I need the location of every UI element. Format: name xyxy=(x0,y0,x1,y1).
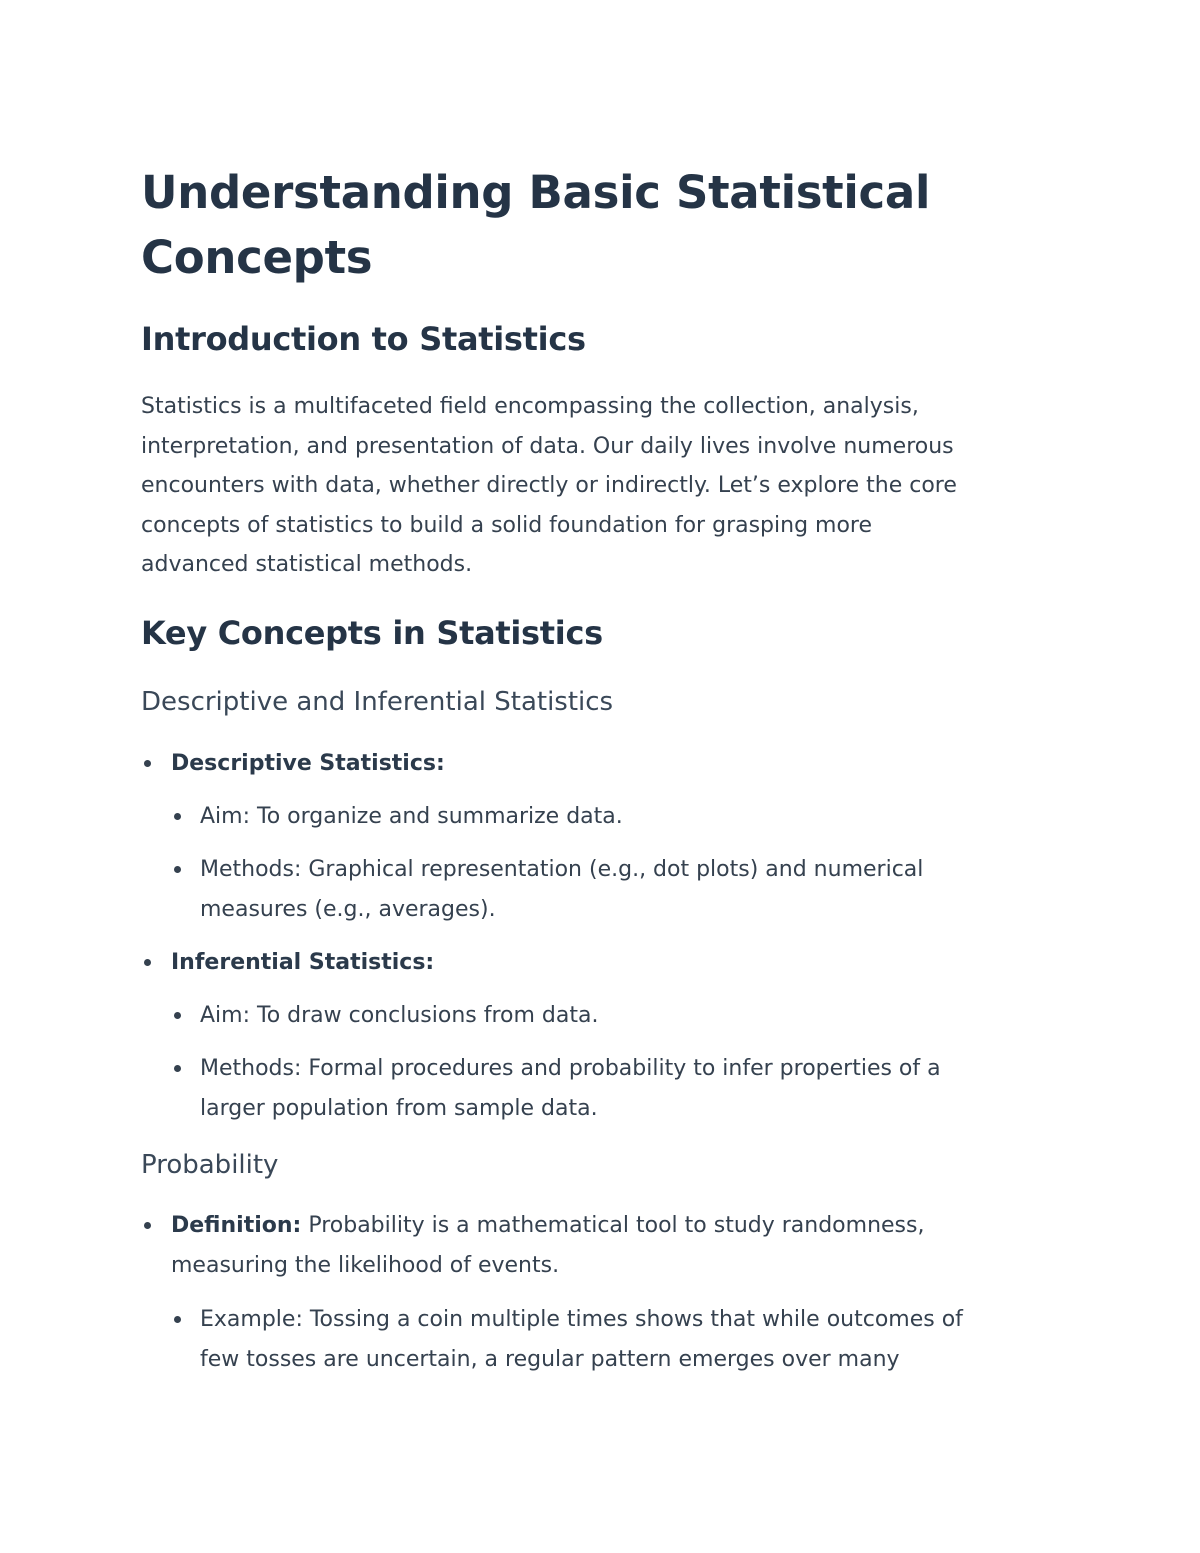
intro-paragraph-line: interpretation, and presentation of data. Our daily lives involve numerous xyxy=(141,433,954,459)
title-line-2: Concepts xyxy=(141,231,373,284)
inferential-methods-item xyxy=(200,1049,941,1129)
bullet-dot xyxy=(174,1316,181,1323)
descriptive-aim-item xyxy=(200,797,623,837)
list-item-text: larger population from sample data. xyxy=(200,1096,598,1121)
bullet-inferential-statistics xyxy=(171,943,434,983)
intro-paragraph-line: concepts of statistics to build a solid foundation for grasping more xyxy=(141,512,873,538)
list-item-text: measures (e.g., averages). xyxy=(200,897,496,922)
key-concepts-heading: Key Concepts in Statistics xyxy=(141,614,603,652)
intro-paragraph-line: encounters with data, whether directly or indirectly. Let’s explore the core xyxy=(141,473,957,498)
descriptive-statistics-label: Descriptive Statistics: xyxy=(171,751,445,776)
bullet-dot xyxy=(144,959,151,966)
document-title xyxy=(141,160,961,290)
title-line-1: Understanding Basic Statistical xyxy=(141,166,931,219)
probability-example-item xyxy=(200,1300,963,1380)
list-item-text: few tosses are uncertain, a regular pattern emerges over many xyxy=(200,1347,900,1372)
list-item-text: measuring the likelihood of events. xyxy=(171,1253,560,1278)
list-item-text: Aim: To draw conclusions from data. xyxy=(200,1003,599,1028)
list-item-text xyxy=(171,1206,924,1246)
bullet-dot xyxy=(174,1065,181,1072)
bullet-descriptive-statistics xyxy=(171,744,445,784)
definition-text: Probability is a mathematical tool to study randomness, xyxy=(301,1213,925,1238)
probability-definition-item xyxy=(171,1206,924,1286)
descriptive-inferential-subheading: Descriptive and Inferential Statistics xyxy=(141,687,614,717)
list-item-text: Aim: To organize and summarize data. xyxy=(200,804,623,829)
definition-label: Definition: xyxy=(171,1213,302,1238)
inferential-aim-item xyxy=(200,996,598,1036)
intro-paragraph-line: Statistics is a multifaceted field encompassing the collection, analysis, xyxy=(141,394,919,419)
bullet-dot xyxy=(144,760,151,767)
bullet-dot xyxy=(174,1012,181,1019)
intro-paragraph-line: advanced statistical methods. xyxy=(141,552,473,577)
list-item-text: Example: Tossing a coin multiple times shows that while outcomes of xyxy=(200,1307,963,1332)
intro-paragraph xyxy=(141,387,1056,585)
list-item-text: Methods: Graphical representation (e.g., dot plots) and numerical xyxy=(200,857,924,882)
inferential-statistics-label: Inferential Statistics: xyxy=(171,950,435,975)
bullet-dot xyxy=(174,813,181,820)
intro-heading: Introduction to Statistics xyxy=(141,320,586,358)
bullet-dot xyxy=(174,866,181,873)
descriptive-methods-item xyxy=(200,850,923,930)
probability-subheading: Probability xyxy=(141,1150,279,1180)
bullet-dot xyxy=(144,1222,151,1229)
list-item-text: Methods: Formal procedures and probability to infer properties of a xyxy=(200,1056,941,1081)
